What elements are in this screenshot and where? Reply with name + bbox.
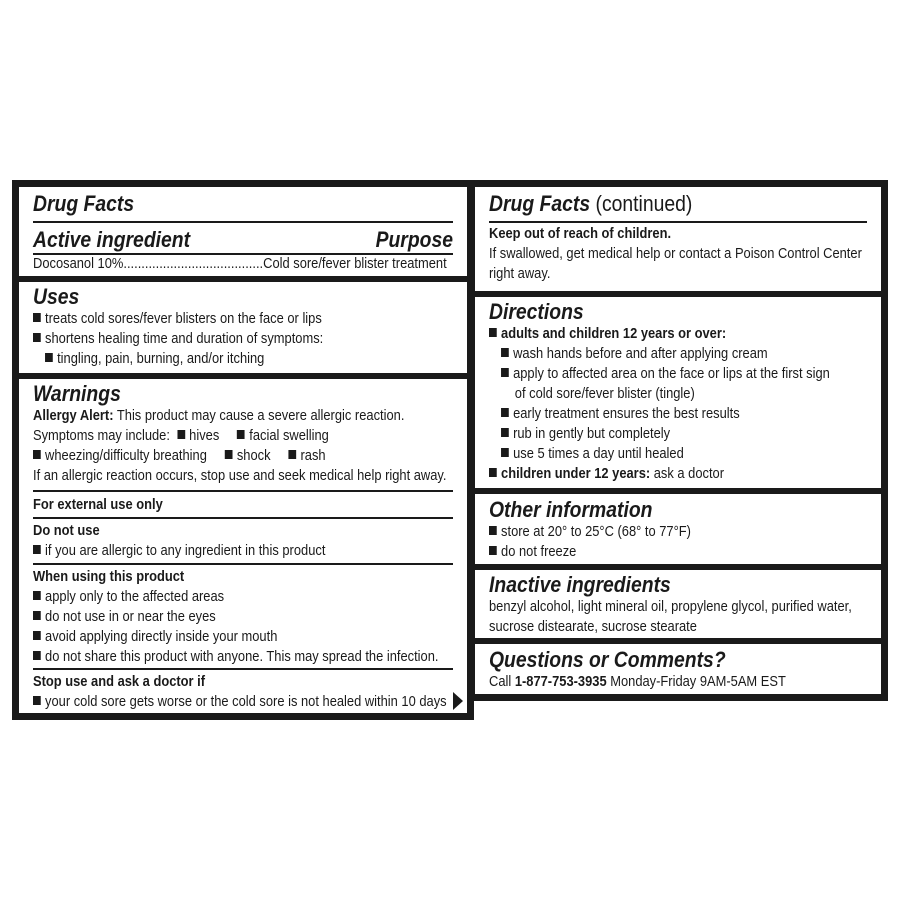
warnings-heading: Warnings xyxy=(33,381,121,406)
purpose-heading: Purpose xyxy=(375,227,453,252)
bullet-icon xyxy=(33,611,41,620)
do-not-use-section xyxy=(33,521,453,561)
bullet-icon xyxy=(33,591,41,600)
divider xyxy=(33,668,453,670)
bullet-icon xyxy=(33,631,41,640)
continue-arrow-icon xyxy=(453,692,463,710)
list-item: do not freeze xyxy=(489,542,814,562)
bullet-icon xyxy=(501,428,509,437)
other-information-heading: Other information xyxy=(489,497,653,522)
bullet-icon xyxy=(225,450,233,459)
bullet-icon xyxy=(501,368,509,377)
when-using-section xyxy=(33,567,453,667)
bullet-icon xyxy=(489,468,497,477)
bullet-icon xyxy=(33,545,41,554)
list-item: children under 12 years: ask a doctor xyxy=(489,464,814,484)
list-item: do not use in or near the eyes xyxy=(33,607,394,627)
bullet-icon xyxy=(288,450,296,459)
external-use: For external use only xyxy=(33,496,163,513)
keep-out-heading: Keep out of reach of children. xyxy=(489,225,672,242)
directions-heading: Directions xyxy=(489,299,584,324)
list-item: early treatment ensures the best results xyxy=(489,404,814,424)
list-item: avoid applying directly inside your mouth xyxy=(33,627,394,647)
list-item: your cold sore gets worse or the cold sore is not healed within 10 days xyxy=(33,692,394,712)
divider xyxy=(33,563,453,565)
uses-section xyxy=(33,285,453,369)
section-divider xyxy=(475,564,881,570)
directions-section xyxy=(489,300,867,484)
active-ingredient-heading: Active ingredient xyxy=(33,227,191,252)
contact-line: Call 1-877-753-3935 Monday-Friday 9AM-5AM EST xyxy=(489,673,786,690)
list-item: wash hands before and after applying cream xyxy=(489,344,814,364)
questions-section xyxy=(489,648,867,692)
list-item: if you are allergic to any ingredient in this product xyxy=(33,541,394,561)
other-information-section xyxy=(489,498,867,562)
allergy-alert: Allergy Alert: This product may cause a severe allergic reaction. xyxy=(33,407,405,424)
bullet-icon xyxy=(177,430,185,439)
section-divider xyxy=(19,373,467,379)
list-item: treats cold sores/fever blisters on the face or lips xyxy=(33,309,394,329)
bullet-icon xyxy=(489,546,497,555)
warnings-section xyxy=(33,382,453,486)
bullet-icon xyxy=(33,696,41,705)
bullet-icon xyxy=(33,450,41,459)
keep-out-section: Keep out of reach of children. If swallowed, get medical help or contact a Poison Control Center right away. xyxy=(489,225,862,282)
list-item: adults and children 12 years or over: xyxy=(489,324,814,344)
bullet-icon xyxy=(33,313,41,322)
list-item: shortens healing time and duration of symptoms: xyxy=(33,329,394,349)
bullet-icon xyxy=(501,448,509,457)
section-divider xyxy=(19,276,467,282)
list-item: rub in gently but completely xyxy=(489,424,814,444)
drug-facts-panel-left xyxy=(12,180,474,720)
drug-facts-title-continued: Drug Facts (continued) xyxy=(489,191,693,216)
drug-facts-title: Drug Facts xyxy=(33,191,135,216)
phone-number: 1-877-753-3935 xyxy=(514,673,607,690)
divider xyxy=(33,490,453,492)
symptoms-line: wheezing/difficulty breathing shock rash xyxy=(33,446,394,466)
list-item: apply only to the affected areas xyxy=(33,587,394,607)
list-item: do not share this product with anyone. This may spread the infection. xyxy=(33,647,394,667)
bullet-icon xyxy=(489,526,497,535)
divider xyxy=(489,221,867,223)
symptoms-line: Symptoms may include: hives facial swelling xyxy=(33,427,329,444)
divider xyxy=(33,517,453,519)
allergic-reaction-line: If an allergic reaction occurs, stop use and seek medical help right away. xyxy=(33,467,447,484)
bullet-icon xyxy=(45,353,53,362)
stop-use-heading: Stop use and ask a doctor if xyxy=(33,673,206,690)
bullet-icon xyxy=(33,333,41,342)
bullet-icon xyxy=(33,651,41,660)
section-divider xyxy=(475,638,881,644)
list-item: store at 20° to 25°C (68° to 77°F) xyxy=(489,522,814,542)
stop-use-section xyxy=(33,672,453,712)
inactive-ingredients-heading: Inactive ingredients xyxy=(489,572,671,597)
do-not-use-heading: Do not use xyxy=(33,522,100,539)
uses-heading: Uses xyxy=(33,284,80,309)
list-item: apply to affected area on the face or lips at the first sign xyxy=(489,364,814,384)
list-item: use 5 times a day until healed xyxy=(489,444,814,464)
active-ingredient-header xyxy=(33,228,453,252)
bullet-icon xyxy=(501,348,509,357)
list-item: of cold sore/fever blister (tingle) xyxy=(514,385,695,402)
bullet-icon xyxy=(237,430,245,439)
inactive-ingredients-section: Inactive ingredients benzyl alcohol, light mineral oil, propylene glycol, purified water, sucrose distearate, sucrose stearate xyxy=(489,572,852,635)
list-item: tingling, pain, burning, and/or itching xyxy=(33,349,394,369)
drug-facts-panel-right xyxy=(468,180,888,701)
section-divider xyxy=(475,291,881,297)
bullet-icon xyxy=(489,328,497,337)
divider xyxy=(33,221,453,223)
questions-heading: Questions or Comments? xyxy=(489,647,726,672)
when-using-heading: When using this product xyxy=(33,568,185,585)
bullet-icon xyxy=(501,408,509,417)
active-ingredient-line: Docosanol 10%.......................................Cold sore/fever blister treatment xyxy=(33,255,447,272)
section-divider xyxy=(475,488,881,494)
